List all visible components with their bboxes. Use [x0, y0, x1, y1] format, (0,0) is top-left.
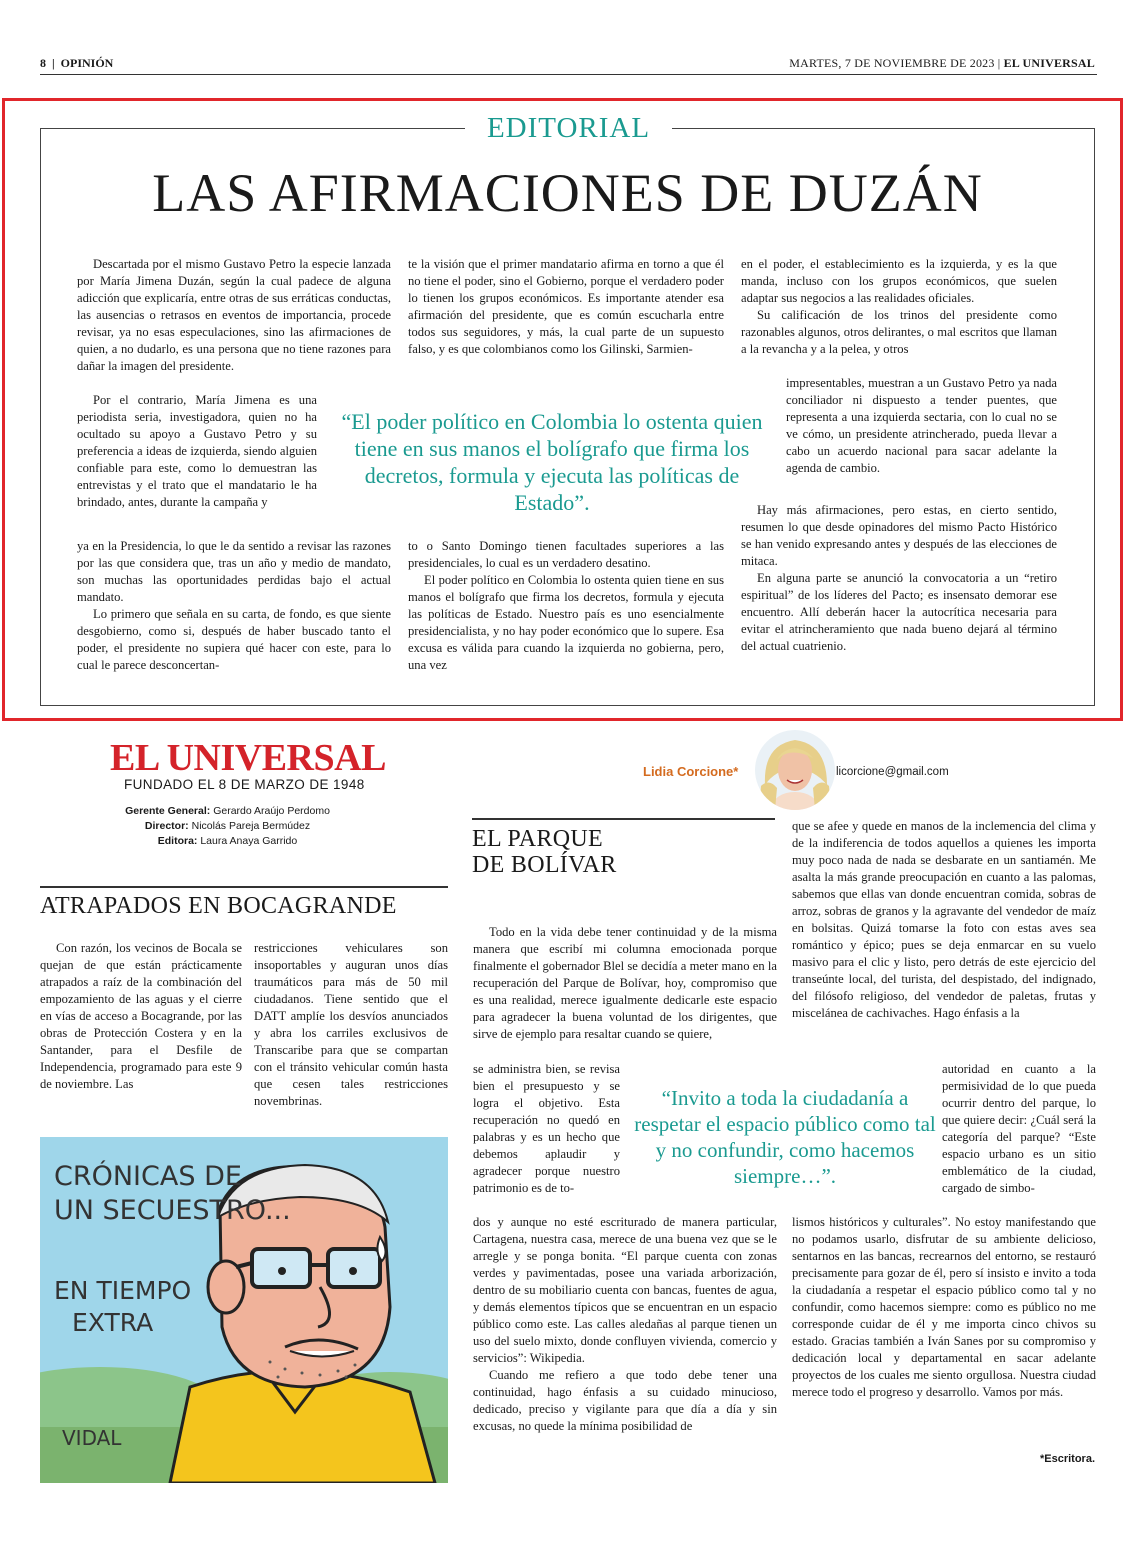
cartoon-caption-line: EXTRA [72, 1308, 154, 1337]
column-title: EL PARQUE DE BOLÍVAR [472, 826, 617, 878]
column-c2-top [792, 818, 1096, 1022]
section-rule [472, 818, 775, 820]
column-paragraph: se administra bien, se revisa bien el presupuesto y se logra el objetivo. Esta recuperación no quedó en palabras y es un hecho que debemos aplaudir y agradecer porque nuestro patrimonio es de to- [473, 1062, 620, 1195]
author-signoff: *Escritora. [1039, 1453, 1095, 1465]
column-paragraph: autoridad en cuanto a la permisividad de lo que pueda ocurrir dentro del parque, lo que quiere decir: ¿Cuál será la categoría del parque? “Este espacio urbano es un sitio emblemático de la ciudad, cargado de simbo- [942, 1062, 1096, 1195]
column-paragraph: Cuando me refiero a que todo debe tener una continuidad, hago énfasis a su cuidado minucioso, dedicado, preciso y vigilante para que día a día y sin excusas, no quede la mínima posibilidad de [473, 1368, 777, 1433]
editorial-paragraph: Por el contrario, María Jimena es una periodista seria, investigadora, quien no ha ocultado su apoyo a Gustavo Petro y su preferencia a ideas de izquierda, siendo alguien confiable para este, como lo demuestran las entrevistas y el trato que el mandatario le ha brindado, antes, durante la campaña y [77, 393, 317, 509]
editorial-title: LAS AFIRMACIONES DE DUZÁN [152, 163, 983, 223]
cartoon-caption-line: EN TIEMPO [54, 1276, 192, 1305]
cartoon-caption-line: UN SECUESTRO... [54, 1195, 291, 1226]
header-rule [40, 74, 1097, 75]
author-portrait [755, 730, 835, 810]
editorial-col3-top [741, 256, 1057, 358]
author-photo [755, 730, 835, 810]
editorial-paragraph: En alguna parte se anunció la convocatoria a un “retiro espiritual” de los líderes del Pacto; es insensato demorar ese encuentro. Allí deberán hacer la autocrítica necesaria para evitar el atrincheramiento que nada bueno dejará al término del actual cuatrienio. [741, 571, 1057, 653]
editorial-paragraph: te la visión que el primer mandatario afirma en torno a que él no tiene el poder, sino el Gobierno, porque el verdadero poder lo tienen los grupos económicos. Es importante atender esa afirmación del presidente, que es común escucharla entre todos sus seguidores, y más, la cual parte de un supuesto falso, y es que colombianos como los Gilinski, Sarmien- [408, 257, 724, 356]
column-c1-bottom [473, 1214, 777, 1435]
editorial-paragraph: Hay más afirmaciones, pero estas, en cierto sentido, resumen lo que desde opinadores del mismo Pacto Histórico se han venido expresando antes y después de las elecciones de mitaca. [741, 503, 1057, 568]
dateline: MARTES, 7 DE NOVIEMBRE DE 2023 | EL UNIVERSAL [789, 56, 1095, 70]
atrapados-paragraph: Con razón, los vecinos de Bocala se quejan de que están prácticamente atrapados a raíz de la combinación del empozamiento de las aguas y el cierre en vías de acceso a Bocagrande, por las obras de Protección Costera y en la Santander, para el Desfile de Independencia, programado para este 9 de noviembre. Las [40, 941, 242, 1091]
editorial-paragraph: Lo primero que señala en su carta, de fondo, es que siente desgobierno, como si, después de haber buscado tanto el poder, el presidente no supiera qué hacer con este, para lo cual le parece desconcertan- [77, 607, 391, 672]
paper-name: EL UNIVERSAL [1003, 56, 1095, 70]
editorial-col2-bottom [408, 538, 724, 674]
staff-line: Editora: Laura Anaya Garrido [157, 835, 298, 847]
editorial-col1-top [77, 256, 391, 375]
staff-line: Director: Nicolás Pareja Bermúdez [144, 820, 311, 832]
column-c2-bottom [792, 1214, 1096, 1401]
atrapados-paragraph: restricciones vehiculares son insoportables y auguran unos días traumáticos para más de 50 mil ciudadanos. Tiene sentido que el DATT amplíe los desvíos anunciados y abra los carriles exclusivos de Transcaribe para que se compartan con el tránsito vehicular común hasta que cesen tales restricciones novembrinas. [254, 941, 448, 1108]
editorial-paragraph: Su calificación de los trinos del presidente como razonables algunos, otros delirantes, o mal escritos que llaman a la revancha y a la pelea, y otros [741, 308, 1057, 356]
column-paragraph: dos y aunque no esté escriturado de manera particular, Cartagena, nuestra casa, merece de una buena vez que se le arregle y se ponga bonita. “El parque cuenta con zonas verdes y pavimentadas, posee una variada arborización, dentro de su mobiliario cuenta con bancas, fuentes de agua, y demás elementos típicos que se encuentran en un espacio público como este. Las calles aledañas al parque tienen un uso del suelo mixto, donde confluyen vivienda, comercio y servicios”: Wikipedia. [473, 1215, 777, 1365]
column-c1-top [473, 924, 777, 1043]
cartoon-caption-line: CRÓNICAS DE [54, 1161, 242, 1192]
editorial-paragraph: to o Santo Domingo tienen facultades superiores a las presidenciales, lo cual es un verdadero desatino. [408, 539, 724, 570]
editorial-pullquote: “El poder político en Colombia lo ostenta quien tiene en sus manos el bolígrafo que firma los decretos, formula y ejecuta las políticas de Estado”. [341, 409, 763, 515]
page-folio: 8 | OPINIÓN [40, 56, 114, 70]
editorial-col1-inset [77, 392, 317, 511]
cartoonist-signature: VIDAL [62, 1426, 122, 1450]
column-pullquote: “Invito a toda la ciudadanía a respetar el espacio público como tal y no confundir, como hacemos siempre…”. [634, 1086, 936, 1188]
column-author: Lidia Corcione* [643, 764, 739, 779]
column-c2-inset [942, 1061, 1096, 1197]
atrapados-col1 [40, 940, 242, 1093]
editorial-kicker-text: EDITORIAL [465, 112, 672, 144]
column-paragraph: que se afee y quede en manos de la inclemencia del clima y de la indiferencia de todos aquellos a quienes les importa muy poco nada de nada se desbarate en un santiamén. Me asalta la más grande preocupación en cuanto a las palomas, sabemos que ellas van donde encuentran comida, sobras de arroz, sobras de granos y la agravante del vendedor de maíz en bolsitas. Quizá tomarse la foto con estas aves sea romántico y épico; pues se deja enmarcar en su vuelo masivo para el clic y listo, pero detrás de este ejercicio del transeúnte local, del turista, del despistado, del indignado, del filósofo religioso, del vendedor de paletas, frutas y miscelánea de cachivaches. Hago énfasis a la [792, 819, 1096, 1020]
editorial-col3-bottom [741, 502, 1057, 655]
cartoon-illustration [40, 1137, 448, 1483]
section-name: OPINIÓN [60, 56, 114, 70]
column-paragraph: lismos históricos y culturales”. No estoy manifestando que no podamos usarlo, disfrutar de su ambiente delicioso, sentarnos en las bancas, recrearnos del entorno, se restauró precisamente para gozar de él, pero sí insisto e invito a toda la ciudadanía a respetar el espacio público como tal y no confundir, como hacemos siempre: como es público no me corresponde cuidar de él y me importa cinco chivos su estado. Gracias también a Iván Sanes por su compromiso y dedicación local y departamental en sacar adelante proyectos de los cuales me siento orgullosa. Nuestra ciudad merece todo el progreso y desarrollo. Vamos por más. [792, 1215, 1096, 1399]
staff-box [40, 804, 415, 849]
column-paragraph: Todo en la vida debe tener continuidad y de la misma manera que escribí mi columna emocionada porque finalmente el gobernador Blel se decidía a meter mano en la recuperación del Parque de Bolívar, hoy, compromiso que es una realidad, merece igualmente dedicarle este espacio para agradecer la buena voluntad de los dirigentes, que sirve de ejemplo para resaltar cuando se quiere, [473, 925, 777, 1041]
section-rule [40, 886, 448, 888]
editorial-col1-bottom [77, 538, 391, 674]
author-email: licorcione@gmail.com [836, 766, 949, 778]
editorial-paragraph: ya en la Presidencia, lo que le da sentido a revisar las razones por las que considera que, tras un año y medio de mandato, son muchas las oportunidades perdidas bajo el actual mandato. [77, 539, 391, 604]
atrapados-title: ATRAPADOS EN BOCAGRANDE [40, 893, 397, 919]
editorial-paragraph: en el poder, el establecimiento es la izquierda, y es la que manda, incluso con los grupos económicos, que suelen adaptar sus negocios a las realidades oficiales. [741, 257, 1057, 305]
editorial-col2-top [408, 256, 724, 358]
editorial-cartoon [40, 1137, 448, 1483]
issue-date: MARTES, 7 DE NOVIEMBRE DE 2023 [789, 56, 995, 70]
page-number: 8 [40, 56, 46, 70]
column-c1-inset [473, 1061, 620, 1197]
editorial-paragraph: El poder político en Colombia lo ostenta quien tiene en sus manos el bolígrafo que firma los decretos, formula y ejecuta las políticas de Estado. Nuestro país es uno esencialmente presidencialista, y no hay poder económico que lo supere. Esa excusa es válida para cuando la izquierda no gobierna, pero, una vez [408, 573, 724, 672]
el-universal-logo: EL UNIVERSAL [110, 737, 386, 779]
atrapados-col2 [254, 940, 448, 1110]
editorial-paragraph: Descartada por el mismo Gustavo Petro la especie lanzada por María Jimena Duzán, según la cual padece de alguna adicción que explicaría, entre otras de sus erráticas conductas, las ausencias o retrasos en eventos de importancia, procede revisar, ya no esas especulaciones, sino las afirmaciones de quien, a no dudarlo, es una persona que no tiene razones para dañar la imagen del presidente. [77, 257, 391, 373]
founded-line: FUNDADO EL 8 DE MARZO DE 1948 [124, 777, 365, 792]
staff-line: Gerente General: Gerardo Araújo Perdomo [125, 805, 330, 817]
editorial-kicker [0, 112, 1137, 145]
editorial-col3-inset [786, 375, 1057, 477]
editorial-paragraph: impresentables, muestran a un Gustavo Petro ya nada conciliador ni dispuesto a tender puentes, que representa a una izquierda sectaria, con lo cual no se ve cómo, un presidente atrincherado, pueda llevar a cabo un acuerdo nacional para sacar adelante la agenda de cambio. [786, 376, 1057, 475]
